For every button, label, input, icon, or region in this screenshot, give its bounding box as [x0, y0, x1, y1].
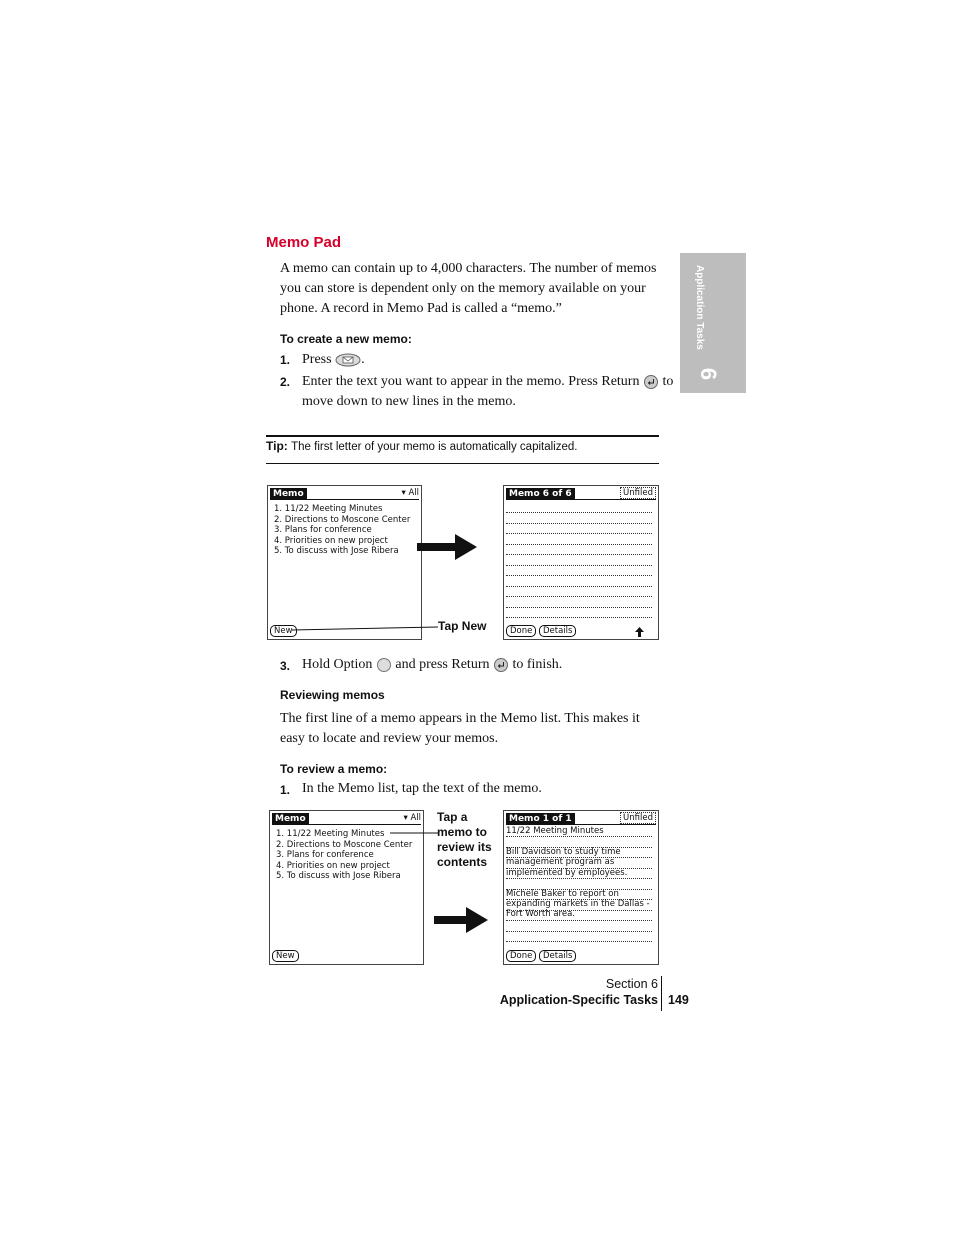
- list-item[interactable]: 3. Plans for conference: [276, 850, 374, 860]
- return-button-icon: [643, 374, 659, 390]
- tip-bottom-rule: [266, 463, 659, 464]
- review-step-1: In the Memo list, tap the text of the memo.: [302, 781, 542, 796]
- category-picker[interactable]: Unfiled: [620, 812, 656, 824]
- memo-line: [506, 920, 652, 921]
- memo-line: [506, 931, 652, 932]
- list-item[interactable]: 1. 11/22 Meeting Minutes: [276, 829, 385, 839]
- step-2-text-a: Enter the text you want to appear in the memo. Press Return: [302, 374, 640, 389]
- title-divider: [270, 499, 419, 500]
- callout-review: [437, 810, 492, 870]
- tip-label: Tip:: [266, 439, 288, 453]
- memo-line[interactable]: [506, 565, 652, 566]
- list-item[interactable]: 2. Directions to Moscone Center: [276, 839, 413, 850]
- side-tab-number: 6: [696, 367, 722, 381]
- memo-text-line[interactable]: Bill Davidson to study time: [506, 847, 621, 857]
- side-tab-label: Application Tasks: [694, 265, 705, 350]
- new-button[interactable]: New: [272, 950, 299, 962]
- details-button[interactable]: Details: [539, 625, 576, 637]
- callout-line: [292, 624, 438, 634]
- list-item[interactable]: 5. To discuss with Jose Ribera: [276, 871, 401, 881]
- memo-detail-screen: [503, 810, 659, 965]
- step-1-text: Press: [302, 352, 332, 367]
- memo-text-line[interactable]: management program as: [506, 857, 615, 867]
- tip: [266, 439, 577, 453]
- memo-line[interactable]: [506, 523, 652, 524]
- reviewing-paragraph: The first line of a memo appears in the Memo list. This makes it easy to locate and review your memos.: [280, 711, 640, 746]
- step-2: [302, 372, 674, 412]
- list-item[interactable]: 4. Priorities on new project: [274, 535, 388, 546]
- screen-title: Memo 1 of 1: [506, 813, 575, 825]
- callout-line-4: contents: [437, 855, 488, 869]
- step-1-end: .: [361, 352, 365, 367]
- footer-title: Application-Specific Tasks: [499, 993, 658, 1007]
- memo-line: [506, 836, 652, 837]
- category-label: All: [408, 488, 419, 498]
- shift-arrow-icon: [635, 627, 644, 637]
- chevron-down-icon: ▾: [403, 813, 408, 823]
- memo-line: [506, 941, 652, 942]
- memo-line[interactable]: [506, 544, 652, 545]
- screen-title: Memo: [272, 813, 309, 825]
- step-2-text-c: move down to new lines in the memo.: [302, 394, 516, 409]
- list-item[interactable]: 3. Plans for conference: [274, 525, 372, 535]
- create-heading: To create a new memo:: [280, 332, 412, 346]
- step-number: 1.: [280, 783, 291, 797]
- list-item[interactable]: 2. Directions to Moscone Center: [274, 514, 411, 525]
- memo-line[interactable]: [506, 596, 652, 597]
- memo-list-screen: [267, 485, 422, 640]
- memo-line: [506, 878, 652, 879]
- section-side-tab: [680, 253, 746, 393]
- footer-divider: [661, 976, 662, 1011]
- new-button[interactable]: New: [270, 625, 297, 637]
- memo-line[interactable]: [506, 617, 652, 618]
- step-3-text-c: to finish.: [512, 657, 563, 672]
- step-3-text-b: and press Return: [395, 657, 490, 672]
- tip-top-rule: [266, 435, 659, 437]
- callout-line-3: review its: [437, 840, 492, 854]
- intro-paragraph: A memo can contain up to 4,000 characters. The number of memos you can store is dependent only on the memory available on your phone. A record in Memo Pad is called a “memo.”: [280, 261, 657, 316]
- step-3-text-a: Hold Option: [302, 657, 373, 672]
- callout-line-2: memo to: [437, 825, 488, 839]
- memo-line[interactable]: [506, 607, 652, 608]
- section-heading: Memo Pad: [266, 234, 342, 251]
- tip-text: The first letter of your memo is automatically capitalized.: [291, 441, 578, 453]
- category-label: All: [410, 813, 421, 823]
- title-divider: [272, 824, 421, 825]
- callout-line-1: Tap a: [437, 810, 468, 824]
- list-item[interactable]: 4. Priorities on new project: [276, 860, 390, 871]
- review-heading: To review a memo:: [280, 762, 388, 776]
- list-item[interactable]: 5. To discuss with Jose Ribera: [274, 546, 399, 556]
- memo-line[interactable]: [506, 554, 652, 555]
- memo-line[interactable]: [506, 575, 652, 576]
- page-number: 149: [668, 993, 689, 1007]
- memo-line[interactable]: [506, 533, 652, 534]
- memo-line[interactable]: [506, 512, 652, 513]
- done-button[interactable]: Done: [506, 950, 536, 962]
- step-3: [302, 655, 562, 675]
- arrow-right-icon: [434, 906, 490, 934]
- memo-text-line[interactable]: expanding markets in the Dallas -: [506, 899, 650, 909]
- category-picker[interactable]: Unfiled: [620, 487, 656, 499]
- step-2-text-b: to: [662, 374, 674, 389]
- memo-text-line[interactable]: Michele Baker to report on: [506, 889, 619, 899]
- category-picker[interactable]: [403, 813, 421, 823]
- return-button-icon: [493, 657, 509, 673]
- memo-button-icon: [335, 353, 361, 367]
- callout-line: [390, 830, 438, 836]
- done-button[interactable]: Done: [506, 625, 536, 637]
- memo-text-line[interactable]: implemented by employees.: [506, 868, 628, 878]
- footer-section: Section 6: [605, 977, 658, 991]
- arrow-right-icon: [417, 533, 479, 561]
- list-item[interactable]: 1. 11/22 Meeting Minutes: [274, 504, 383, 514]
- screen-title: Memo 6 of 6: [506, 488, 575, 500]
- step-number: 3.: [280, 659, 291, 673]
- details-button[interactable]: Details: [539, 950, 576, 962]
- memo-text-line[interactable]: 11/22 Meeting Minutes: [506, 826, 604, 836]
- memo-line[interactable]: [506, 586, 652, 587]
- memo-text-line[interactable]: Fort Worth area.: [506, 909, 575, 919]
- new-memo-screen: [503, 485, 659, 640]
- step-number: 1.: [280, 353, 291, 367]
- option-button-icon: [376, 657, 392, 673]
- step-number: 2.: [280, 375, 291, 389]
- category-picker[interactable]: [401, 488, 419, 498]
- title-divider: [506, 824, 656, 825]
- chevron-down-icon: ▾: [401, 488, 406, 498]
- step-1: [302, 350, 365, 370]
- reviewing-heading: Reviewing memos: [280, 688, 385, 702]
- screen-title: Memo: [270, 488, 307, 500]
- title-divider: [506, 499, 656, 500]
- callout-tap-new: Tap New: [438, 619, 487, 633]
